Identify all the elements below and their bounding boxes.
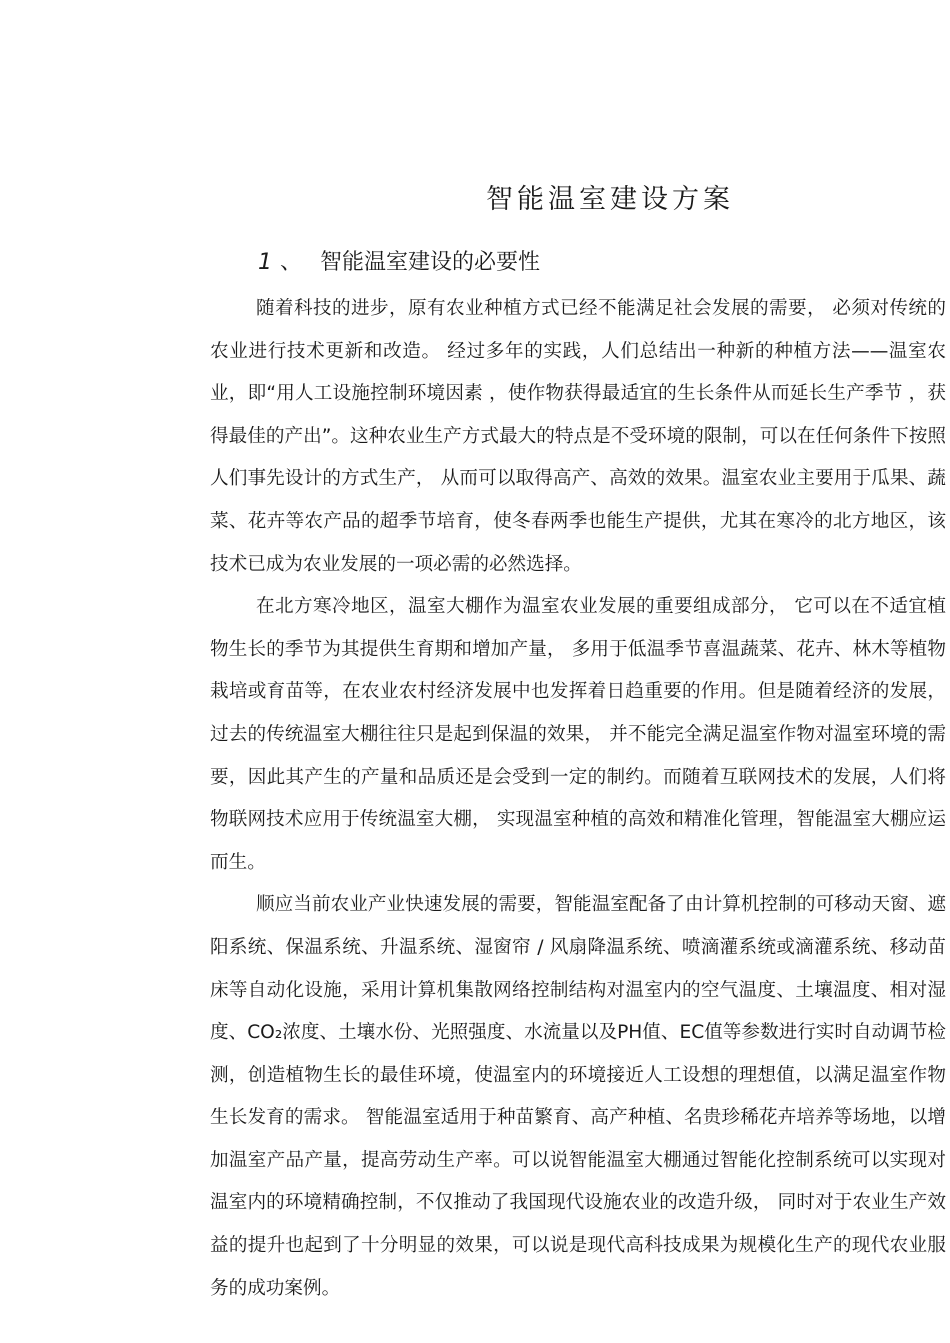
section-title: 智能温室建设的必要性 xyxy=(320,250,541,275)
paragraph-3: 顺应当前农业产业快速发展的需要，智能温室配备了由计算机控制的可移动天窗、遮阳系统、保温系统、升温系统、湿窗帘 / 风扇降温系统、喷滴灌系统或滴灌系统、移动苗床等自动化设施，采用计算机集散网络控制结构对温室内的空气温度、土壤温度、相对湿度、CO₂浓度、土壤水份、光照强度、水流量以及PH值、EC值等参数进行实时自动调节检测，创造植物生长的最佳环境，使温室内的环境接近人工设想的理想值，以满足温室作物生长发育的需求。 智能温室适用于种苗繁育、高产种植、名贵珍稀花卉培养等场地，以增加温室产品产量，提高劳动生产率。可以说智能温室大棚通过智能化控制系统可以实现对温室内的环境精确控制，不仅推动了我国现代设施农业的改造升级， 同时对于农业生产效益的提升也起到了十分明显的效果，可以说是现代高科技成果为规模化生产的现代农业服务的成功案例。 xyxy=(210,894,946,1299)
section-number: 1 xyxy=(258,250,272,275)
section-separator: 、 xyxy=(280,250,303,275)
document-title: 智能温室建设方案 xyxy=(486,184,734,215)
document-body xyxy=(210,288,946,1310)
paragraph-1: 随着科技的进步，原有农业种植方式已经不能满足社会发展的需要， 必须对传统的农业进行技术更新和改造。 经过多年的实践，人们总结出一种新的种植方法——温室农业，即“用人工设施控制环境因素 ，使作物获得最适宜的生长条件从而延长生产季节 ，获得最佳的产出”。这种农业生产方式最大的特点是不受环境的限制，可以在任何条件下按照人们事先设计的方式生产， 从而可以取得高产、高效的效果。温室农业主要用于瓜果、蔬菜、花卉等农产品的超季节培育，使冬春两季也能生产提供，尤其在寒冷的北方地区，该技术已成为农业发展的一项必需的必然选择。 xyxy=(210,298,946,575)
paragraph-2: 在北方寒冷地区，温室大棚作为温室农业发展的重要组成部分， 它可以在不适宜植物生长的季节为其提供生育期和增加产量， 多用于低温季节喜温蔬菜、花卉、林木等植物栽培或育苗等，在农业农村经济发展中也发挥着日趋重要的作用。但是随着经济的发展，过去的传统温室大棚往往只是起到保温的效果， 并不能完全满足温室作物对温室环境的需要，因此其产生的产量和品质还是会受到一定的制约。而随着互联网技术的发展，人们将物联网技术应用于传统温室大棚， 实现温室种植的高效和精准化管理，智能温室大棚应运而生。 xyxy=(210,596,946,873)
section-heading xyxy=(258,246,540,280)
